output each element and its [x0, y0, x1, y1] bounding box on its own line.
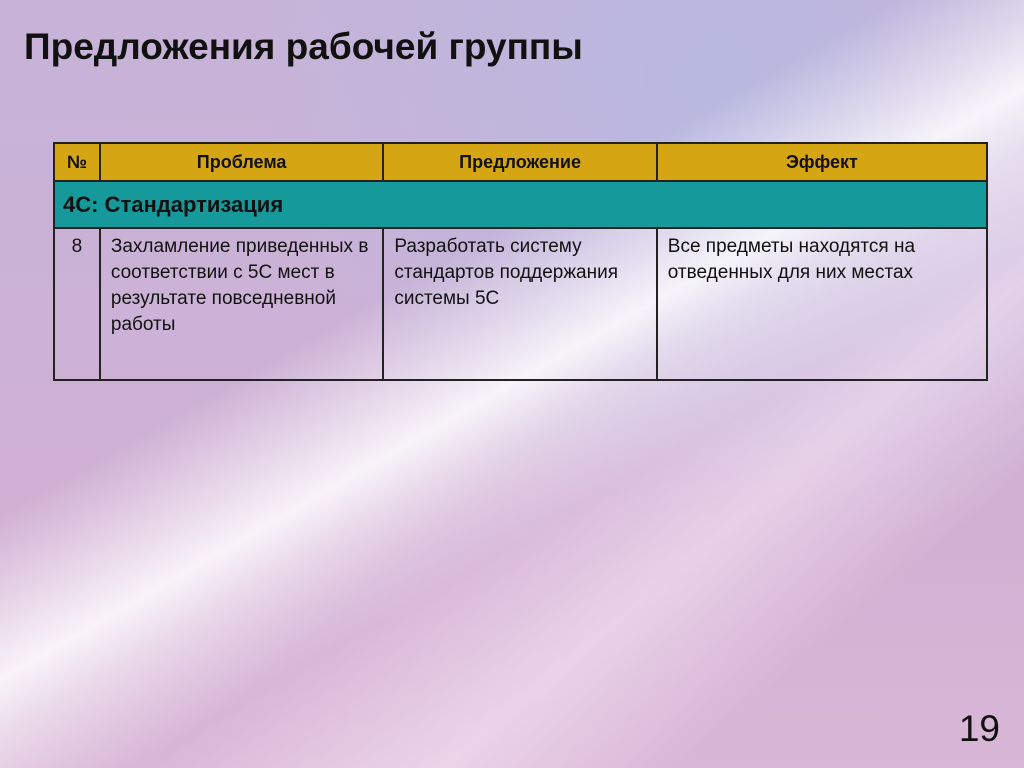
table-header-row: [54, 143, 987, 181]
section-row: [54, 181, 987, 228]
header-number: №: [54, 143, 100, 181]
row-proposal: Разработать систему стандартов поддержания системы 5С: [383, 228, 656, 380]
section-title: 4С: Стандартизация: [54, 181, 987, 228]
row-effect: Все предметы находятся на отведенных для них местах: [657, 228, 987, 380]
row-problem: Захламление приведенных в соответствии с 5С мест в результате повседневной работы: [100, 228, 383, 380]
row-number: 8: [54, 228, 100, 380]
header-proposal: Предложение: [383, 143, 656, 181]
proposals-table: [53, 142, 988, 381]
slide-title: Предложения рабочей группы: [24, 26, 583, 67]
table-row: [54, 228, 987, 380]
page-number: 19: [958, 708, 1000, 749]
header-problem: Проблема: [100, 143, 383, 181]
header-effect: Эффект: [657, 143, 987, 181]
